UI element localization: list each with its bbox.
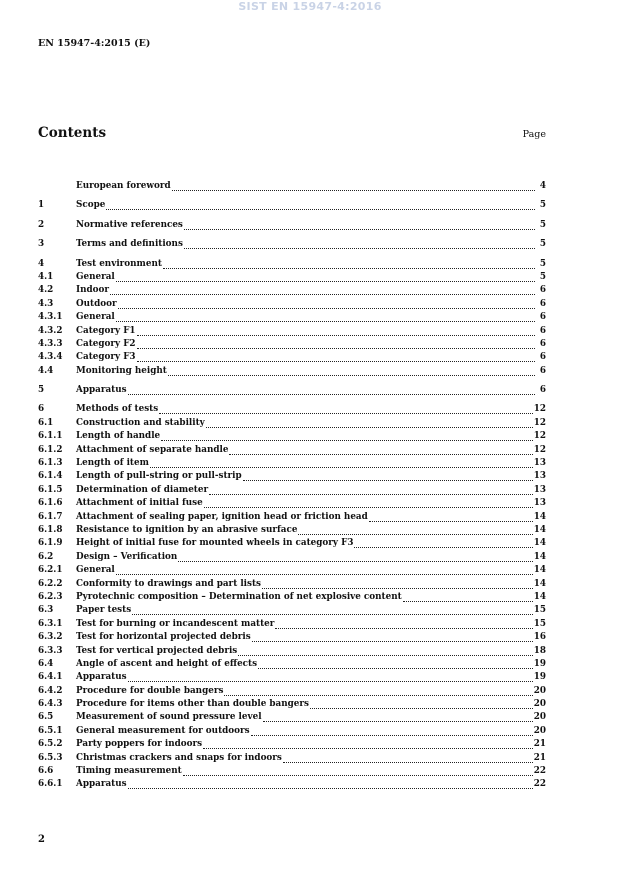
toc-entry-title: Category F1 xyxy=(76,325,136,336)
toc-entry-title: Attachment of sealing paper, ignition head or friction head xyxy=(76,511,368,522)
toc-entry-page: 5 xyxy=(539,219,546,230)
toc-entry-title: Height of initial fuse for mounted wheels in category F3 xyxy=(76,538,354,549)
toc-entry-page: 21 xyxy=(533,752,546,763)
toc-entry-title: Methods of tests xyxy=(76,404,159,415)
toc-entry-page: 13 xyxy=(533,484,546,495)
toc-leader-dots xyxy=(137,326,535,336)
toc-leader-dots xyxy=(128,385,535,395)
toc-entry[interactable] xyxy=(38,351,546,364)
toc-entry-title: Indoor xyxy=(76,285,110,296)
table-of-contents xyxy=(38,180,546,792)
toc-entry[interactable] xyxy=(38,365,546,378)
toc-entry-page: 15 xyxy=(533,618,546,629)
toc-entry-number: 6.4.1 xyxy=(38,672,63,683)
document-id: EN 15947-4:2015 (E) xyxy=(38,38,151,49)
toc-entry-number: 4.3.3 xyxy=(38,338,63,349)
toc-entry-page: 20 xyxy=(533,699,546,710)
toc-leader-dots xyxy=(110,285,535,295)
toc-entry-page: 20 xyxy=(533,725,546,736)
toc-entry-page: 6 xyxy=(539,285,546,296)
toc-entry-page: 6 xyxy=(539,325,546,336)
toc-entry-number: 6.1.4 xyxy=(38,471,63,482)
toc-leader-dots xyxy=(168,366,535,376)
toc-entry-title: General xyxy=(76,271,115,282)
toc-entry[interactable] xyxy=(38,658,546,671)
toc-entry-title: Category F3 xyxy=(76,352,136,363)
toc-leader-dots xyxy=(209,485,533,495)
toc-entry[interactable] xyxy=(38,685,546,698)
toc-entry[interactable] xyxy=(38,738,546,751)
toc-leader-dots xyxy=(262,579,533,589)
toc-entry-title: Attachment of initial fuse xyxy=(76,498,203,509)
toc-entry-page: 22 xyxy=(533,779,546,790)
toc-entry-page: 5 xyxy=(539,200,546,211)
toc-entry-number: 6.1 xyxy=(38,417,54,428)
toc-entry-number: 4.1 xyxy=(38,271,54,282)
toc-entry-page: 6 xyxy=(539,365,546,376)
toc-entry[interactable] xyxy=(38,444,546,457)
toc-leader-dots xyxy=(203,739,533,749)
toc-leader-dots xyxy=(116,312,535,322)
toc-entry-title: General xyxy=(76,565,115,576)
toc-entry-title: Timing measurement xyxy=(76,766,182,777)
toc-entry-page: 19 xyxy=(533,672,546,683)
toc-leader-dots xyxy=(128,779,533,789)
toc-entry-page: 12 xyxy=(533,404,546,415)
toc-leader-dots xyxy=(258,659,533,669)
toc-entry-title: Monitoring height xyxy=(76,365,167,376)
toc-leader-dots xyxy=(183,766,533,776)
toc-entry-title: Apparatus xyxy=(76,779,127,790)
toc-entry-number: 5 xyxy=(38,385,45,396)
toc-leader-dots xyxy=(159,404,533,414)
toc-leader-dots xyxy=(224,686,532,696)
toc-entry[interactable] xyxy=(38,470,546,483)
toc-leader-dots xyxy=(298,525,532,535)
toc-leader-dots xyxy=(369,512,533,522)
toc-leader-dots xyxy=(243,471,533,481)
toc-entry-number: 4.3.1 xyxy=(38,312,63,323)
toc-entry-number: 6.6.1 xyxy=(38,779,63,790)
toc-entry-page: 21 xyxy=(533,739,546,750)
toc-entry-title: Category F2 xyxy=(76,338,136,349)
toc-entry-title: General xyxy=(76,312,115,323)
toc-entry-number: 6.5 xyxy=(38,712,54,723)
toc-entry[interactable] xyxy=(38,524,546,537)
toc-entry-page: 20 xyxy=(533,685,546,696)
toc-leader-dots xyxy=(132,605,533,615)
toc-entry-title: Test for horizontal projected debris xyxy=(76,632,251,643)
toc-entry[interactable] xyxy=(38,258,546,271)
toc-leader-dots xyxy=(206,418,533,428)
toc-entry-title: Christmas crackers and snaps for indoors xyxy=(76,752,282,763)
toc-entry[interactable] xyxy=(38,298,546,311)
toc-entry-page: 5 xyxy=(539,239,546,250)
toc-entry-number: 6.1.3 xyxy=(38,458,63,469)
toc-entry[interactable] xyxy=(38,284,546,297)
toc-entry[interactable] xyxy=(38,578,546,591)
toc-entry-title: Resistance to ignition by an abrasive surface xyxy=(76,524,298,535)
toc-entry-page: 19 xyxy=(533,658,546,669)
toc-entry-title: European foreword xyxy=(76,181,171,191)
toc-entry[interactable] xyxy=(38,618,546,631)
toc-leader-dots xyxy=(263,712,533,722)
toc-entry[interactable] xyxy=(38,311,546,324)
toc-entry[interactable] xyxy=(38,180,546,193)
toc-entry-number: 6.6 xyxy=(38,766,54,777)
toc-entry[interactable] xyxy=(38,765,546,778)
toc-entry[interactable] xyxy=(38,484,546,497)
toc-entry-page: 14 xyxy=(533,591,546,602)
toc-entry-title: Length of pull-string or pull-strip xyxy=(76,471,242,482)
toc-entry-page: 12 xyxy=(533,431,546,442)
toc-entry-title: Normative references xyxy=(76,219,183,230)
toc-entry-number: 6.2 xyxy=(38,551,54,562)
toc-leader-dots xyxy=(161,431,533,441)
toc-entry[interactable] xyxy=(38,711,546,724)
toc-entry-title: Apparatus xyxy=(76,672,127,683)
toc-entry-title: Determination of diameter xyxy=(76,484,209,495)
toc-entry-title: Scope xyxy=(76,200,106,211)
toc-leader-dots xyxy=(116,272,535,282)
toc-entry-number: 6.1.1 xyxy=(38,431,63,442)
toc-leader-dots xyxy=(150,458,533,468)
toc-entry[interactable] xyxy=(38,497,546,510)
toc-entry-page: 14 xyxy=(533,578,546,589)
toc-leader-dots xyxy=(106,200,535,210)
toc-entry-number: 6.4 xyxy=(38,658,54,669)
toc-entry-page: 5 xyxy=(539,271,546,282)
watermark: SIST EN 15947-4:2016 xyxy=(238,0,382,13)
toc-entry-page: 13 xyxy=(533,458,546,469)
toc-entry[interactable] xyxy=(38,537,546,550)
toc-entry[interactable] xyxy=(38,199,546,212)
toc-leader-dots xyxy=(184,239,535,249)
toc-leader-dots xyxy=(252,632,533,642)
toc-entry-title: Party poppers for indoors xyxy=(76,739,203,750)
toc-entry-page: 13 xyxy=(533,471,546,482)
toc-entry-page: 5 xyxy=(539,258,546,269)
toc-entry-number: 3 xyxy=(38,239,45,250)
toc-entry-title: Construction and stability xyxy=(76,417,205,428)
toc-leader-dots xyxy=(310,699,533,709)
toc-entry-number: 4 xyxy=(38,258,45,269)
toc-entry[interactable] xyxy=(38,671,546,684)
toc-entry-page: 6 xyxy=(539,352,546,363)
toc-entry[interactable] xyxy=(38,591,546,604)
toc-entry-page: 15 xyxy=(533,605,546,616)
toc-entry[interactable] xyxy=(38,604,546,617)
toc-leader-dots xyxy=(238,646,532,656)
toc-leader-dots xyxy=(163,259,535,269)
toc-entry-page: 4 xyxy=(539,181,546,191)
toc-leader-dots xyxy=(172,181,535,191)
toc-entry-page: 12 xyxy=(533,417,546,428)
toc-entry-title: Outdoor xyxy=(76,298,117,309)
toc-entry-title: Measurement of sound pressure level xyxy=(76,712,262,723)
toc-entry-title: Design – Verification xyxy=(76,551,178,562)
toc-entry[interactable] xyxy=(38,645,546,658)
toc-leader-dots xyxy=(275,619,532,629)
toc-entry-page: 6 xyxy=(539,385,546,396)
toc-entry-number: 6 xyxy=(38,404,45,415)
toc-entry-title: Attachment of separate handle xyxy=(76,444,229,455)
toc-entry[interactable] xyxy=(38,403,546,416)
toc-entry-page: 14 xyxy=(533,511,546,522)
toc-entry[interactable] xyxy=(38,511,546,524)
toc-entry-title: Pyrotechnic composition – Determination of net explosive content xyxy=(76,591,402,602)
toc-leader-dots xyxy=(229,445,532,455)
toc-entry[interactable] xyxy=(38,778,546,791)
toc-entry-number: 6.1.2 xyxy=(38,444,63,455)
toc-leader-dots xyxy=(204,498,533,508)
toc-entry-title: Test for vertical projected debris xyxy=(76,645,238,656)
toc-entry-page: 6 xyxy=(539,298,546,309)
toc-entry-number: 6.1.7 xyxy=(38,511,63,522)
toc-entry-number: 2 xyxy=(38,219,45,230)
toc-entry-title: Length of item xyxy=(76,458,149,469)
toc-entry-page: 18 xyxy=(533,645,546,656)
toc-entry-number: 6.2.1 xyxy=(38,565,63,576)
toc-entry-page: 6 xyxy=(539,338,546,349)
toc-entry-title: Test for burning or incandescent matter xyxy=(76,618,275,629)
toc-entry[interactable] xyxy=(38,384,546,397)
toc-entry[interactable] xyxy=(38,271,546,284)
toc-entry-page: 16 xyxy=(533,632,546,643)
toc-entry-number: 4.2 xyxy=(38,285,54,296)
toc-entry[interactable] xyxy=(38,564,546,577)
toc-entry-number: 6.3 xyxy=(38,605,54,616)
toc-entry-number: 6.4.2 xyxy=(38,685,63,696)
toc-entry[interactable] xyxy=(38,238,546,251)
toc-entry-title: Test environment xyxy=(76,258,162,269)
toc-leader-dots xyxy=(116,565,533,575)
toc-entry[interactable] xyxy=(38,338,546,351)
toc-entry[interactable] xyxy=(38,430,546,443)
toc-leader-dots xyxy=(354,538,532,548)
toc-entry[interactable] xyxy=(38,631,546,644)
toc-entry-title: Apparatus xyxy=(76,385,127,396)
toc-entry-number: 4.3.4 xyxy=(38,352,63,363)
toc-entry[interactable] xyxy=(38,219,546,232)
toc-entry-title: Terms and definitions xyxy=(76,239,183,250)
toc-entry-title: General measurement for outdoors xyxy=(76,725,250,736)
toc-entry-title: Paper tests xyxy=(76,605,132,616)
toc-leader-dots xyxy=(137,352,535,362)
toc-entry-number: 6.5.1 xyxy=(38,725,63,736)
toc-entry-title: Length of handle xyxy=(76,431,161,442)
toc-entry-page: 14 xyxy=(533,524,546,535)
toc-entry-number: 6.3.3 xyxy=(38,645,63,656)
toc-entry[interactable] xyxy=(38,752,546,765)
toc-entry-number: 6.1.5 xyxy=(38,484,63,495)
toc-entry-number: 6.1.8 xyxy=(38,524,63,535)
toc-entry-number: 4.3.2 xyxy=(38,325,63,336)
toc-leader-dots xyxy=(403,592,533,602)
toc-entry-title: Procedure for items other than double bangers xyxy=(76,699,309,710)
toc-entry-page: 14 xyxy=(533,551,546,562)
page-title: Contents xyxy=(38,125,107,141)
toc-entry-title: Angle of ascent and height of effects xyxy=(76,658,258,669)
footer-page-number: 2 xyxy=(38,834,45,845)
toc-entry-number: 6.2.2 xyxy=(38,578,63,589)
toc-entry-number: 6.3.1 xyxy=(38,618,63,629)
toc-entry-page: 12 xyxy=(533,444,546,455)
toc-entry[interactable] xyxy=(38,417,546,430)
toc-entry[interactable] xyxy=(38,698,546,711)
toc-entry-title: Procedure for double bangers xyxy=(76,685,224,696)
toc-entry-number: 6.4.3 xyxy=(38,699,63,710)
toc-entry-page: 20 xyxy=(533,712,546,723)
toc-entry[interactable] xyxy=(38,551,546,564)
toc-leader-dots xyxy=(283,753,533,763)
toc-leader-dots xyxy=(137,339,535,349)
toc-entry[interactable] xyxy=(38,325,546,338)
toc-entry-number: 6.2.3 xyxy=(38,591,63,602)
toc-leader-dots xyxy=(178,552,532,562)
toc-entry[interactable] xyxy=(38,457,546,470)
toc-entry[interactable] xyxy=(38,725,546,738)
toc-entry-number: 6.1.6 xyxy=(38,498,63,509)
toc-entry-number: 1 xyxy=(38,200,45,211)
toc-entry-page: 6 xyxy=(539,312,546,323)
toc-leader-dots xyxy=(184,220,535,230)
toc-entry-title: Conformity to drawings and part lists xyxy=(76,578,261,589)
page-column-label: Page xyxy=(522,129,546,140)
toc-leader-dots xyxy=(128,672,533,682)
toc-leader-dots xyxy=(118,299,535,309)
toc-leader-dots xyxy=(251,726,533,736)
toc-entry-page: 14 xyxy=(533,565,546,576)
toc-entry-number: 6.5.2 xyxy=(38,739,63,750)
toc-entry-page: 14 xyxy=(533,538,546,549)
toc-entry-number: 4.3 xyxy=(38,298,54,309)
toc-entry-number: 6.3.2 xyxy=(38,632,63,643)
toc-entry-number: 4.4 xyxy=(38,365,54,376)
toc-entry-page: 13 xyxy=(533,498,546,509)
toc-entry-number: 6.5.3 xyxy=(38,752,63,763)
toc-entry-number: 6.1.9 xyxy=(38,538,63,549)
toc-entry-page: 22 xyxy=(533,766,546,777)
